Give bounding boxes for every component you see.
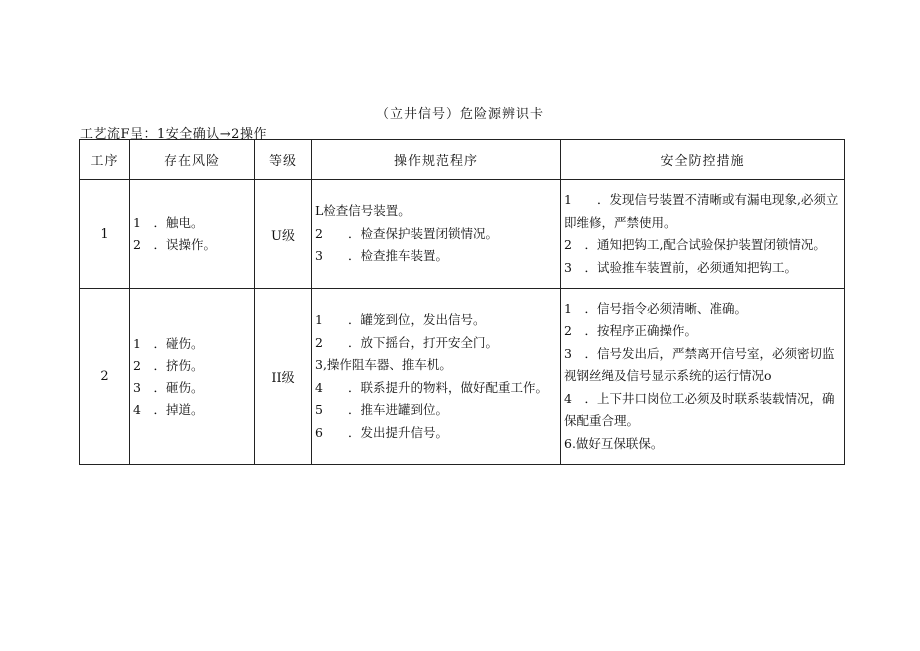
list-item: 2 ．通知把钩工,配合试验保护装置闭锁情况。 — [564, 237, 826, 252]
measures-cell — [561, 289, 845, 465]
card-title: （立井信号）危险源辨识卡 — [375, 107, 544, 122]
level-cell: U级 — [255, 180, 312, 289]
header-risk: 存在风险 — [130, 140, 255, 180]
list-item: 3 ．信号发出后，严禁离开信号室，必须密切监视钢丝绳及信号显示系统的运行情况o — [564, 345, 835, 384]
risk-cell — [130, 180, 255, 289]
list-item: 1 ．触电。 — [133, 215, 204, 230]
step-cell: 2 — [80, 289, 130, 465]
list-item: 6 ．发出提升信号。 — [315, 424, 448, 440]
list-item: L检查信号装置。 — [315, 203, 411, 219]
list-item: 3 ．试验推车装置前，必须通知把钩工。 — [564, 259, 797, 275]
list-item: 2 ．按程序正确操作。 — [564, 323, 697, 339]
list-item: 4 ．掉道。 — [133, 401, 204, 417]
list-item: 1 ．碰伤。 — [133, 335, 204, 351]
list-item: 4 ．联系提升的物料，做好配重工作。 — [315, 379, 548, 395]
list-item: 2 ．误操作。 — [133, 237, 216, 252]
list-item: 3 ．检查推车装置。 — [315, 248, 448, 264]
list-item: 2 ．挤伤。 — [133, 357, 204, 373]
list-item: 3,操作阻车器、推车机。 — [315, 357, 452, 372]
list-item: 1 ．罐笼到位，发出信号。 — [315, 312, 486, 327]
table-row — [80, 289, 845, 465]
measures-cell — [561, 180, 845, 289]
list-item: 4 ．上下井口岗位工必须及时联系装载情况，确保配重合理。 — [564, 390, 835, 429]
table-header-row — [80, 140, 845, 180]
table-row — [80, 180, 845, 289]
level-cell: II级 — [255, 289, 312, 465]
header-measures: 安全防控措施 — [561, 140, 845, 180]
list-item: 1 ．信号指令必须清晰、准确。 — [564, 300, 747, 316]
process-flow: 工艺流F呈：1安全确认→2操作 — [80, 127, 267, 142]
list-item: 1 ．发现信号装置不清晰或有漏电现象,必须立即维修，严禁使用。 — [564, 192, 839, 230]
list-item: 5 ．推车进罐到位。 — [315, 402, 448, 417]
list-item: 3 ．砸伤。 — [133, 379, 204, 395]
list-item: 6.做好互保联保。 — [564, 435, 664, 451]
header-level: 等级 — [255, 140, 312, 180]
risk-cell — [130, 289, 255, 465]
hazard-table — [79, 139, 845, 465]
header-procedure: 操作规范程序 — [312, 140, 561, 180]
list-item: 2 ．放下摇台，打开安全门。 — [315, 334, 498, 350]
step-cell: 1 — [80, 180, 130, 289]
list-item: 2 ．检查保护装置闭锁情况。 — [315, 225, 498, 241]
procedure-cell — [312, 289, 561, 465]
header-step: 工序 — [80, 140, 130, 180]
procedure-cell — [312, 180, 561, 289]
